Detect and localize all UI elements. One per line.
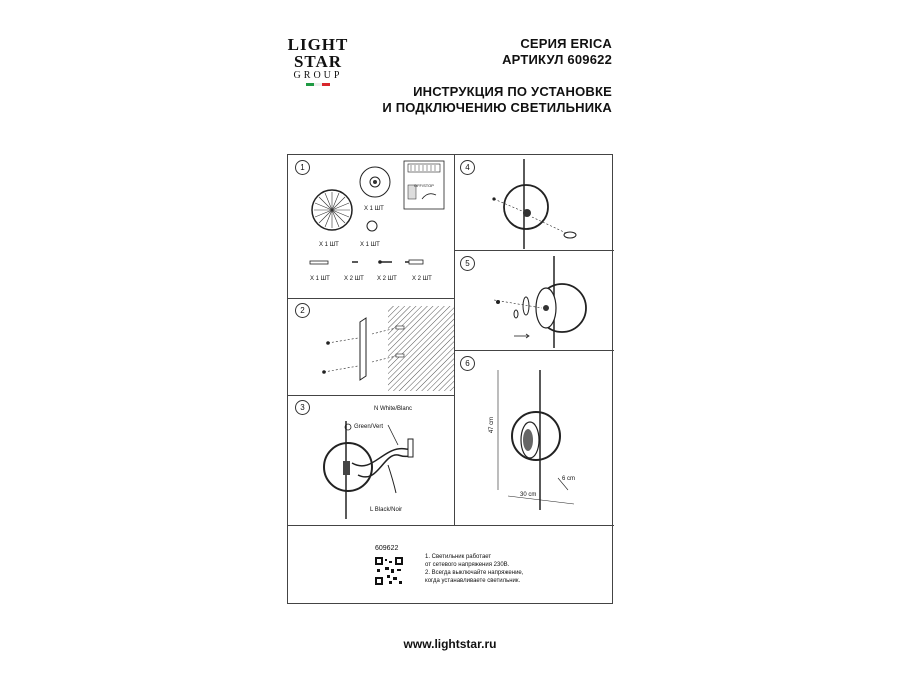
title-line-2: И ПОДКЛЮЧЕНИЮ СВЕТИЛЬНИКА [382,100,612,115]
wire-live-label: L Black/Noir [370,507,403,513]
qr-code-icon [375,557,403,585]
switch-label: OFF/STOP [414,183,434,188]
logo-line-3: GROUP [293,70,343,81]
step-6-number: 6 [460,356,475,371]
note-1-line-2: от сетевого напряжения 230В. [425,562,510,568]
qty-dowel: X 2 ШТ [412,276,432,282]
qty-base: X 1 ШТ [364,206,384,212]
instruction-frame [287,154,613,604]
step-5-panel [454,250,614,351]
note-1-line-1: 1. Светильник работает [425,554,492,560]
step-4-number: 4 [460,160,475,175]
step-2-panel [288,298,455,396]
dim-height-label: 47 cm [489,416,496,434]
step-3-wiring-drawing [288,395,454,525]
qty-bracket: X 1 ШТ [310,276,330,282]
step-4-panel [454,155,614,251]
italian-flag-icon [287,83,349,86]
note-2-line-1: 2. Всегда выключайте напряжение, [425,570,524,576]
step-6-panel [454,350,614,526]
website-link[interactable]: www.lightstar.ru [403,637,497,651]
dim-depth-label: 6 cm [562,476,576,482]
wire-neutral-label: N White/Blanc [374,406,413,412]
qty-shade: X 1 ШТ [319,242,339,248]
step-2-bracket-mounting-drawing [288,298,454,395]
step-3-number: 3 [295,400,310,415]
wire-ground-label: Green/Vert [354,424,384,430]
step-5-number: 5 [460,256,475,271]
lightstar-logo [287,36,349,86]
step-4-assembly-drawing [454,155,614,250]
step-3-panel [288,395,455,526]
step-6-dimensions-drawing [454,350,614,525]
step-5-shade-attach-drawing [454,250,614,350]
logo-line-1: LIGHT [287,35,349,54]
dim-width-label: 30 cm [520,492,537,498]
qty-screw: X 2 ШТ [377,276,397,282]
step-1-panel [288,155,455,299]
step-2-number: 2 [295,303,310,318]
series-label: СЕРИЯ ERICA [520,36,612,51]
qty-screw-small: X 2 ШТ [344,276,364,282]
title-line-1: ИНСТРУКЦИЯ ПО УСТАНОВКЕ [413,84,612,99]
qty-ring: X 1 ШТ [360,242,380,248]
footer-article: 609622 [375,545,399,552]
note-2-line-2: когда устанавливаете светильник. [425,578,521,584]
article-label: АРТИКУЛ 609622 [502,52,612,67]
step-1-number: 1 [295,160,310,175]
logo-line-2: STAR [293,52,343,71]
